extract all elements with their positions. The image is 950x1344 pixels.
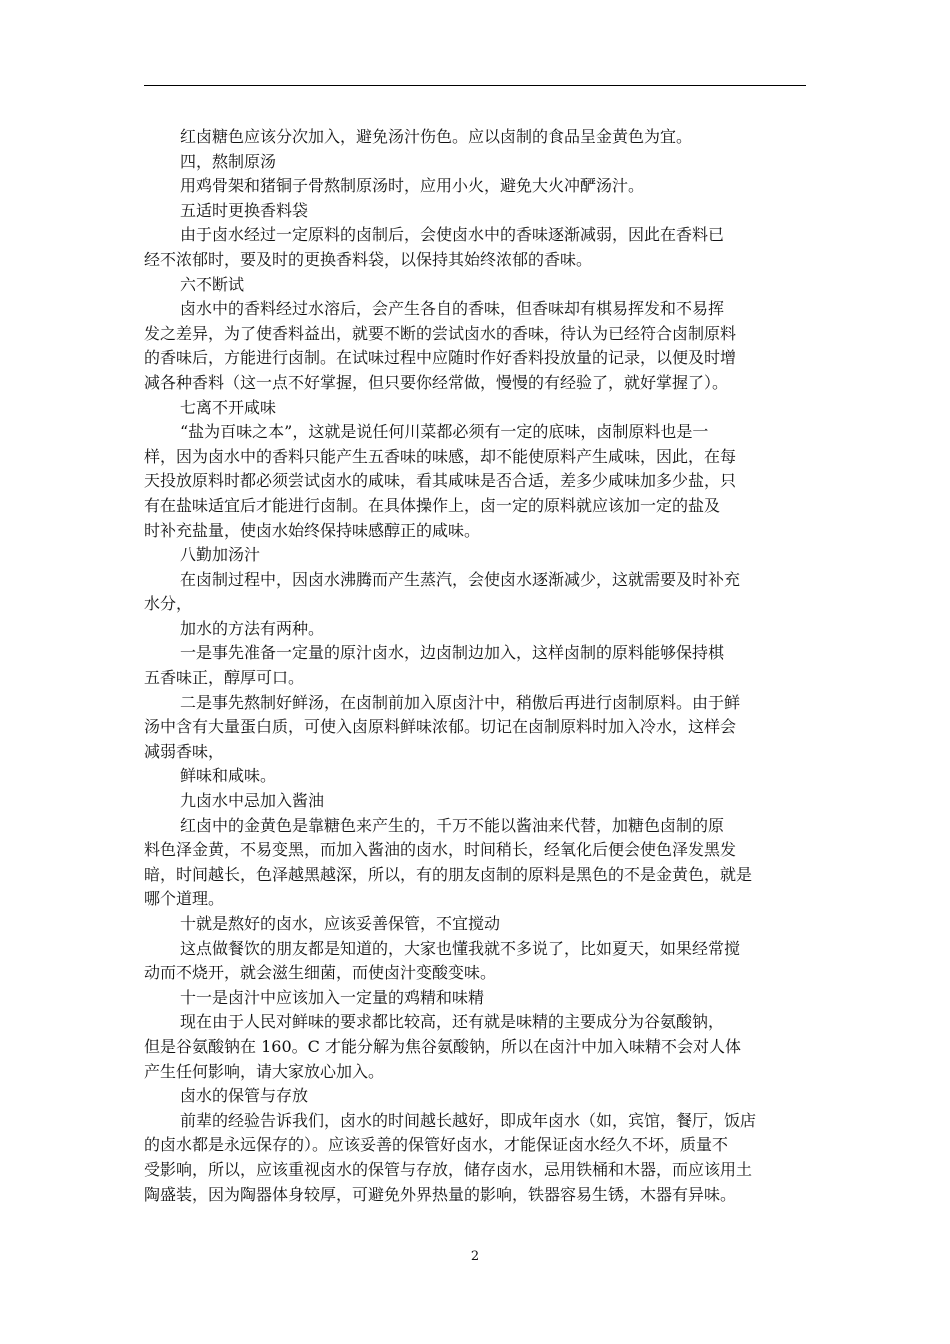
text-line: 这点做餐饮的朋友都是知道的，大家也懂我就不多说了，比如夏天，如果经常搅 (180, 938, 741, 958)
header-rule (144, 85, 806, 86)
text-line: 但是谷氨酸钠在 160。C 才能分解为焦谷氨酸钠，所以在卤汁中加入味精不会对人体 (144, 1036, 741, 1056)
text-line: 水分， (144, 594, 193, 614)
text-line: 由于卤水经过一定原料的卤制后，会使卤水中的香味逐渐减弱，因此在香料已 (180, 225, 725, 245)
text-line: 有在盐味适宜后才能进行卤制。在具体操作上，卤一定的原料就应该加一定的盐及 (144, 495, 721, 515)
text-line: 二是事先熬制好鲜汤，在卤制前加入原卤汁中，稍傲后再进行卤制原料。由于鲜 (180, 692, 741, 712)
text-line: 产生任何影响，请大家放心加入。 (144, 1061, 385, 1081)
text-line: 九卤水中忌加入酱油 (180, 791, 325, 811)
text-line: 暗，时间越长，色泽越黑越深，所以，有的朋友卤制的原料是黑色的不是金黄色，就是 (144, 864, 753, 884)
text-line: 时补充盐量，使卤水始终保持味感醇正的咸味。 (144, 520, 481, 540)
text-line: 哪个道理。 (144, 889, 225, 909)
text-line: 的香味后，方能进行卤制。在试味过程中应随时作好香料投放量的记录，以便及时增 (144, 348, 737, 368)
text-line: 动而不烧开，就会滋生细菌，而使卤汁变酸变味。 (144, 963, 497, 983)
text-line: 十就是熬好的卤水，应该妥善保管，不宜搅动 (180, 914, 501, 933)
text-line: 受影响，所以，应该重视卤水的保管与存放，储存卤水，忌用铁桶和木器，而应该用土 (144, 1159, 753, 1179)
text-line: 陶盛装，因为陶器体身较厚，可避免外界热量的影响，铁器容易生锈，木器有异味。 (144, 1184, 737, 1204)
text-line: 汤中含有大量蛋白质，可使入卤原料鲜味浓郁。切记在卤制原料时加入冷水，这样会 (144, 717, 737, 737)
document-body (144, 125, 806, 1207)
text-line: 料色泽金黄，不易变黑，而加入酱油的卤水，时间稍长，经氧化后便会使色泽发黑发 (144, 840, 737, 860)
text-line: 红卤中的金黄色是靠糖色来产生的，千万不能以酱油来代替，加糖色卤制的原 (180, 815, 725, 835)
text-line: 在卤制过程中，因卤水沸腾而产生蒸汽，会使卤水逐渐减少，这就需要及时补充 (180, 569, 741, 589)
text-line: 一是事先准备一定量的原汁卤水，边卤制边加入，这样卤制的原料能够保持棋 (180, 643, 725, 663)
text-line: 十一是卤汁中应该加入一定量的鸡精和味精 (180, 987, 485, 1007)
text-line: 卤水中的香料经过水溶后，会产生各自的香味，但香味却有棋易挥发和不易挥 (180, 299, 725, 319)
text-line: 五香味正，醇厚可口。 (144, 668, 305, 688)
text-line: 减各种香料（这一点不好掌握，但只要你经常做，慢慢的有经验了，就好掌握了）。 (144, 372, 729, 392)
text-line: 六不断试 (180, 274, 245, 294)
text-line: 减弱香味， (144, 741, 225, 761)
text-line: 发之差异，为了使香料益出，就要不断的尝试卤水的香味，待认为已经符合卤制原料 (144, 323, 737, 343)
text-line: 现在由于人民对鲜味的要求都比较高，还有就是味精的主要成分为谷氨酸钠， (180, 1012, 725, 1032)
text-line: 鲜味和咸味。 (180, 766, 277, 786)
text-line: 四，熬制原汤 (180, 151, 277, 171)
text-line: 五适时更换香料袋 (180, 200, 309, 220)
text-line: 七离不开咸味 (180, 397, 277, 417)
text-line: 红卤糖色应该分次加入，避免汤汁伤色。应以卤制的食品呈金黄色为宜。 (180, 127, 693, 146)
text-line: 八勤加汤汁 (180, 545, 261, 565)
page-number: 2 (470, 1249, 480, 1264)
text-line: 用鸡骨架和猪铜子骨熬制原汤时，应用小火，避免大火冲酽汤汁。 (180, 176, 645, 196)
text-line: 的卤水都是永远保存的）。应该妥善的保管好卤水，才能保证卤水经久不坏，质量不 (144, 1135, 729, 1155)
text-line: 卤水的保管与存放 (180, 1086, 309, 1106)
text-line: 经不浓郁时，要及时的更换香料袋，以保持其始终浓郁的香味。 (144, 249, 593, 269)
text-line: 前辈的经验告诉我们，卤水的时间越长越好，即成年卤水（如，宾馆，餐厅，饭店 (180, 1110, 757, 1130)
text-line: “盐为百味之本”，这就是说任何川菜都必须有一定的底味，卤制原料也是一 (180, 422, 709, 442)
text-line: 天投放原料时都必须尝试卤水的咸味，看其咸味是否合适，差多少咸味加多少盐，只 (144, 471, 737, 491)
text-line: 加水的方法有两种。 (180, 618, 325, 638)
text-line: 样，因为卤水中的香料只能产生五香味的味感，却不能使原料产生咸味，因此，在每 (144, 446, 737, 466)
